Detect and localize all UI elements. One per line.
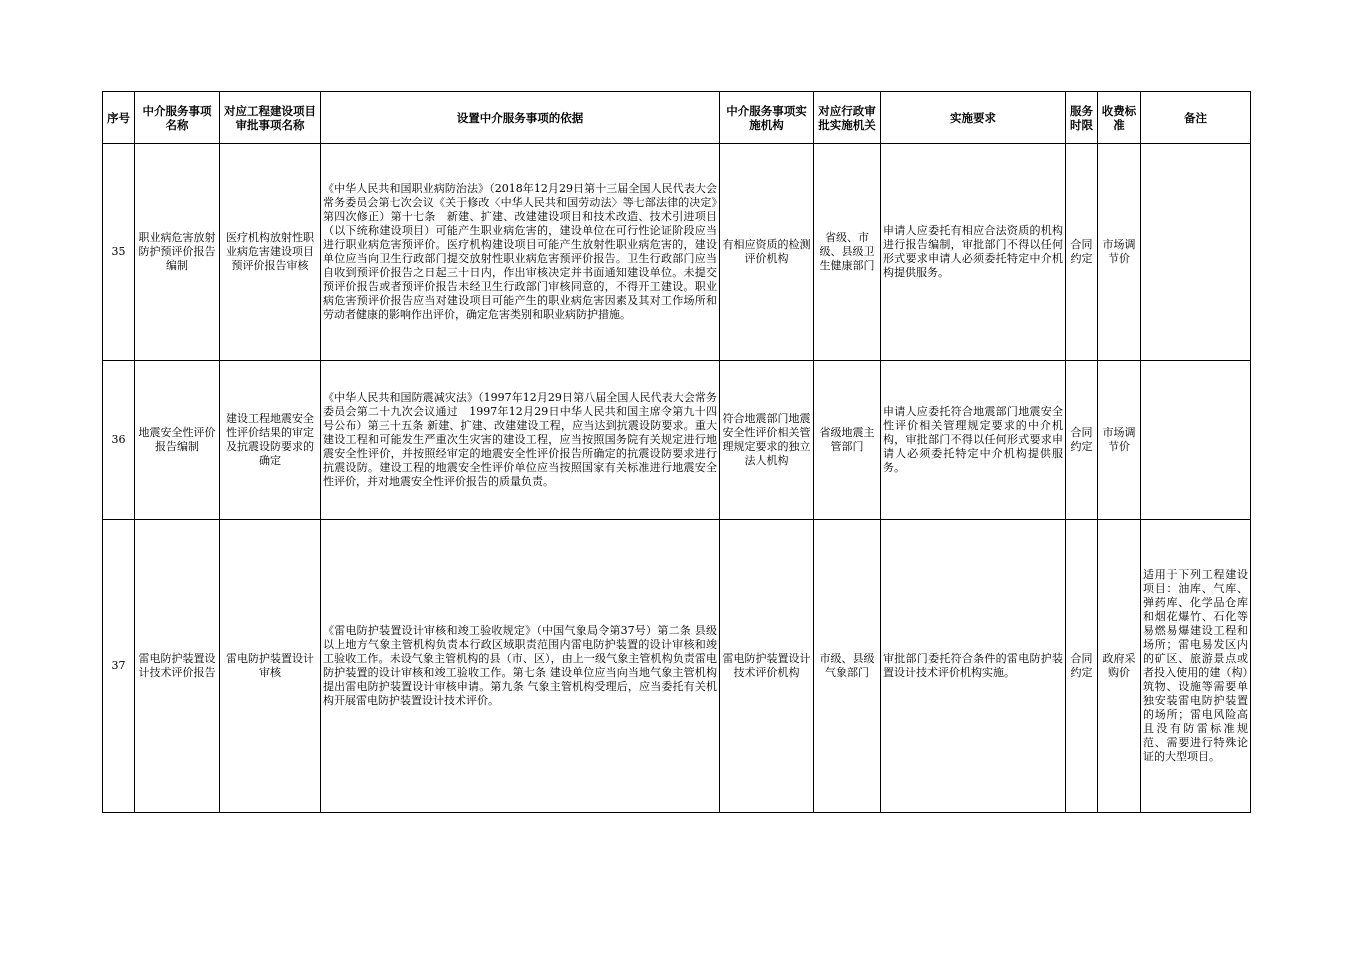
row-basis: 《中华人民共和国防震减灾法》（1997年12月29日第八届全国人民代表大会常务委员会第二十九次会议通过 1997年12月29日中华人民共和国主席令第九十四号公布）第三十五条 新建、扩建、改建建设工程，应当达到抗震设防要求。重大建设工程和可能发生严重次生灾害的建设工程，应当按照国务院有关规定进行地震安全性评价，并按照经审定的地震安全性评价报告所确定的抗震设防要求进行抗震设防。建设工程的地震安全性评价单位应当按照国家有关标准进行地震安全性评价，并对地震安全性评价报告的质量负责。	[321, 361, 720, 520]
header-approval: 对应工程建设项目审批事项名称	[220, 92, 321, 144]
table-row	[103, 144, 1251, 361]
row-basis: 《中华人民共和国职业病防治法》（2018年12月29日第十三届全国人民代表大会常务委员会第七次会议《关于修改〈中华人民共和国劳动法〉等七部法律的决定》第四次修正）第十七条 新建、扩建、改建建设项目和技术改造、技术引进项目（以下统称建设项目）可能产生职业病危害的，建设单位在可行性论证阶段应当进行职业病危害预评价。医疗机构建设项目可能产生放射性职业病危害的，建设单位应当向卫生行政部门提交放射性职业病危害预评价报告。卫生行政部门应当自收到预评价报告之日起三十日内，作出审核决定并书面通知建设单位。未提交预评价报告或者预评价报告未经卫生行政部门审核同意的，不得开工建设。职业病危害预评价报告应当对建设项目可能产生的职业病危害因素及其对工作场所和劳动者健康的影响作出评价，确定危害类别和职业病防护措施。	[321, 144, 720, 361]
row-requirement: 申请人应委托有相应合法资质的机构进行报告编制，审批部门不得以任何形式要求申请人必须委托特定中介机构提供服务。	[881, 144, 1066, 361]
table-header-row	[103, 92, 1251, 144]
row-remark	[1141, 361, 1251, 520]
service-items-table	[102, 91, 1251, 813]
row-term: 合同约定	[1066, 520, 1098, 813]
row-agency: 有相应资质的检测评价机构	[720, 144, 814, 361]
header-basis: 设置中介服务事项的依据	[321, 92, 720, 144]
row-term: 合同约定	[1066, 144, 1098, 361]
header-remark: 备注	[1141, 92, 1251, 144]
row-seq: 36	[103, 361, 135, 520]
row-name: 地震安全性评价报告编制	[135, 361, 220, 520]
header-seq: 序号	[103, 92, 135, 144]
row-fee: 市场调节价	[1098, 361, 1141, 520]
row-seq: 35	[103, 144, 135, 361]
row-remark: 适用于下列工程建设项目：油库、气库、弹药库、化学品仓库和烟花爆竹、石化等易燃易爆建设工程和场所；雷电易发区内的矿区、旅游景点或者投入使用的建（构）筑物、设施等需要单独安装雷电防护装置的场所；雷电风险高且没有防雷标准规范、需要进行特殊论证的大型项目。	[1141, 520, 1251, 813]
row-fee: 市场调节价	[1098, 144, 1141, 361]
row-seq: 37	[103, 520, 135, 813]
row-fee: 政府采购价	[1098, 520, 1141, 813]
table-row	[103, 361, 1251, 520]
row-requirement: 申请人应委托符合地震部门地震安全性评价相关管理规定要求的中介机构，审批部门不得以任何形式要求申请人必须委托特定中介机构提供服务。	[881, 361, 1066, 520]
header-fee: 收费标准	[1098, 92, 1141, 144]
row-authority: 市级、县级气象部门	[814, 520, 881, 813]
header-term: 服务时限	[1066, 92, 1098, 144]
row-term: 合同约定	[1066, 361, 1098, 520]
row-approval: 建设工程地震安全性评价结果的审定及抗震设防要求的确定	[220, 361, 321, 520]
row-agency: 雷电防护装置设计技术评价机构	[720, 520, 814, 813]
header-name: 中介服务事项名称	[135, 92, 220, 144]
row-name: 职业病危害放射防护预评价报告编制	[135, 144, 220, 361]
row-approval: 雷电防护装置设计审核	[220, 520, 321, 813]
header-agency: 中介服务事项实施机构	[720, 92, 814, 144]
row-authority: 省级、市级、县级卫生健康部门	[814, 144, 881, 361]
row-basis: 《雷电防护装置设计审核和竣工验收规定》（中国气象局令第37号）第二条 县级以上地方气象主管机构负责本行政区域职责范围内雷电防护装置的设计审核和竣工验收工作。未设气象主管机构的县（市、区），由上一级气象主管机构负责雷电防护装置的设计审核和竣工验收工作。第七条 建设单位应当向当地气象主管机构提出雷电防护装置设计审核申请。第九条 气象主管机构受理后，应当委托有关机构开展雷电防护装置设计技术评价。	[321, 520, 720, 813]
row-name: 雷电防护装置设计技术评价报告	[135, 520, 220, 813]
row-authority: 省级地震主管部门	[814, 361, 881, 520]
table-row	[103, 520, 1251, 813]
row-remark	[1141, 144, 1251, 361]
header-authority: 对应行政审批实施机关	[814, 92, 881, 144]
row-requirement: 审批部门委托符合条件的雷电防护装置设计技术评价机构实施。	[881, 520, 1066, 813]
header-requirement: 实施要求	[881, 92, 1066, 144]
row-approval: 医疗机构放射性职业病危害建设项目预评价报告审核	[220, 144, 321, 361]
row-agency: 符合地震部门地震安全性评价相关管理规定要求的独立法人机构	[720, 361, 814, 520]
